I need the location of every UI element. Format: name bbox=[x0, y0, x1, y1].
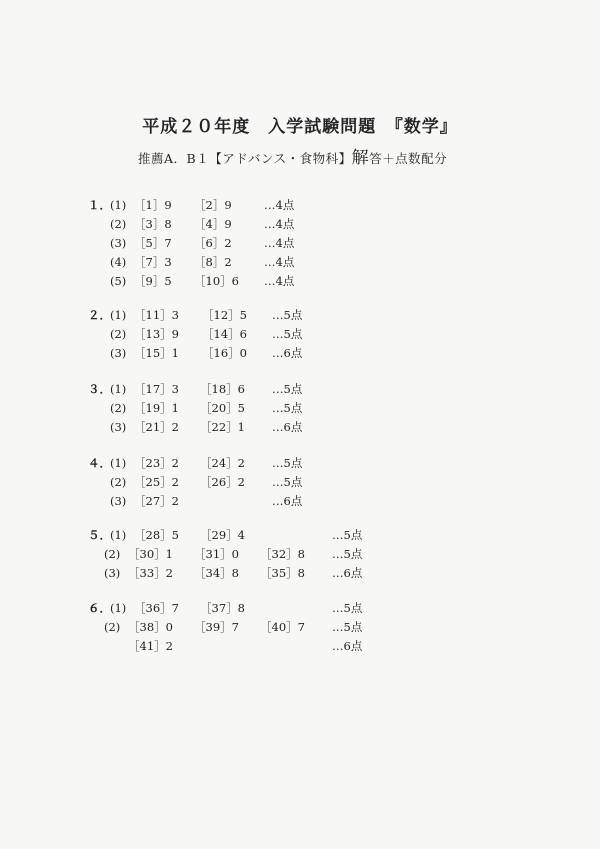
q5-answer-b: ［34］8 bbox=[194, 566, 239, 580]
q5-sub: (1) bbox=[110, 528, 127, 542]
q1-points: …4点 bbox=[264, 274, 295, 288]
q1-points: …4点 bbox=[264, 198, 295, 212]
q1-sub: (5) bbox=[110, 274, 127, 288]
q6-points: …5点 bbox=[332, 620, 363, 634]
q4-sub: (3) bbox=[110, 494, 127, 508]
q3-answer-b: ［22］1 bbox=[200, 420, 245, 434]
q6-points: …5点 bbox=[332, 601, 363, 615]
q1-answer-b: ［10］6 bbox=[194, 274, 239, 288]
q6-sub: (2) bbox=[104, 620, 121, 634]
q5-points: …5点 bbox=[332, 547, 363, 561]
q6-sub: (1) bbox=[110, 601, 127, 615]
q1-answer-a: ［3］8 bbox=[134, 217, 172, 231]
q1-answer-b: ［2］9 bbox=[194, 198, 232, 212]
q6-answer-a: ［36］7 bbox=[134, 601, 179, 615]
q4-row-1 bbox=[88, 454, 388, 472]
q4-points: …5点 bbox=[272, 456, 303, 470]
q1-sub: (3) bbox=[110, 236, 127, 250]
q1-sub: (4) bbox=[110, 255, 127, 269]
q2-sub: (1) bbox=[110, 308, 127, 322]
q3-points: …5点 bbox=[272, 382, 303, 396]
q5-sub: (3) bbox=[104, 566, 121, 580]
q5-row-2 bbox=[88, 545, 388, 563]
q6-answer-a: ［41］2 bbox=[128, 639, 173, 653]
q5-answer-a: ［30］1 bbox=[128, 547, 173, 561]
q6-row-3 bbox=[88, 637, 388, 655]
q5-row-3 bbox=[88, 564, 388, 582]
q2-answer-b: ［16］0 bbox=[202, 346, 247, 360]
q5-answer-b: ［31］0 bbox=[194, 547, 239, 561]
q2-answer-b: ［12］5 bbox=[202, 308, 247, 322]
q4-row-3 bbox=[88, 492, 388, 510]
q3-answer-a: ［17］3 bbox=[134, 382, 179, 396]
q1-sub: (1) bbox=[110, 198, 127, 212]
q1-answer-b: ［6］2 bbox=[194, 236, 232, 250]
q5-points: …6点 bbox=[332, 566, 363, 580]
q1-points: …4点 bbox=[264, 236, 295, 250]
q5-points: …5点 bbox=[332, 528, 363, 542]
q3-row-2 bbox=[88, 399, 388, 417]
q1-points: …4点 bbox=[264, 255, 295, 269]
q3-answer-b: ［20］5 bbox=[200, 401, 245, 415]
q1-answer-a: ［5］7 bbox=[134, 236, 172, 250]
q4-points: …5点 bbox=[272, 475, 303, 489]
q6-answer-b: ［39］7 bbox=[194, 620, 239, 634]
q1-row-4 bbox=[88, 253, 388, 271]
page-subtitle bbox=[138, 143, 558, 168]
q1-row-5 bbox=[88, 272, 388, 290]
q2-answer-a: ［13］9 bbox=[134, 327, 179, 341]
q5-answer-b: ［29］4 bbox=[200, 528, 245, 542]
q3-answer-a: ［19］1 bbox=[134, 401, 179, 415]
q2-answer-a: ［15］1 bbox=[134, 346, 179, 360]
q4-answer-a: ［23］2 bbox=[134, 456, 179, 470]
q2-sub: (3) bbox=[110, 346, 127, 360]
q1-points: …4点 bbox=[264, 217, 295, 231]
q1-answer-b: ［8］2 bbox=[194, 255, 232, 269]
q5-answer-a: ［28］5 bbox=[134, 528, 179, 542]
q2-label: ２． bbox=[88, 308, 111, 322]
q1-row-2 bbox=[88, 215, 388, 233]
q3-row-3 bbox=[88, 418, 388, 436]
q1-row-3 bbox=[88, 234, 388, 252]
q5-answer-a: ［33］2 bbox=[128, 566, 173, 580]
q2-row-3 bbox=[88, 344, 388, 362]
q1-label: １． bbox=[88, 198, 111, 212]
q4-row-2 bbox=[88, 473, 388, 491]
q2-points: …6点 bbox=[272, 346, 303, 360]
q4-answer-b: ［24］2 bbox=[200, 456, 245, 470]
q6-row-1 bbox=[88, 599, 388, 617]
q4-label: ４． bbox=[88, 456, 111, 470]
q3-answer-a: ［21］2 bbox=[134, 420, 179, 434]
q2-row-2 bbox=[88, 325, 388, 343]
q6-answer-c: ［40］7 bbox=[260, 620, 305, 634]
q1-sub: (2) bbox=[110, 217, 127, 231]
q6-answer-a: ［38］0 bbox=[128, 620, 173, 634]
q6-answer-b: ［37］8 bbox=[200, 601, 245, 615]
q1-row-1 bbox=[88, 196, 388, 214]
q6-label: ６． bbox=[88, 601, 111, 615]
q4-sub: (2) bbox=[110, 475, 127, 489]
q3-sub: (2) bbox=[110, 401, 127, 415]
q3-answer-b: ［18］6 bbox=[200, 382, 245, 396]
q2-answer-b: ［14］6 bbox=[202, 327, 247, 341]
q2-row-1 bbox=[88, 306, 388, 324]
q4-answer-a: ［27］2 bbox=[134, 494, 179, 508]
page-title: 平成２０年度 入学試験問題 『数学』 bbox=[142, 117, 458, 137]
subtitle-suffix: 答＋点数配分 bbox=[369, 151, 448, 166]
q4-answer-b: ［26］2 bbox=[200, 475, 245, 489]
q2-answer-a: ［11］3 bbox=[134, 308, 179, 322]
q2-sub: (2) bbox=[110, 327, 127, 341]
q1-answer-a: ［1］9 bbox=[134, 198, 172, 212]
q1-answer-a: ［9］5 bbox=[134, 274, 172, 288]
q4-answer-a: ［25］2 bbox=[134, 475, 179, 489]
q4-sub: (1) bbox=[110, 456, 127, 470]
q2-points: …5点 bbox=[272, 308, 303, 322]
q3-row-1 bbox=[88, 380, 388, 398]
q4-points: …6点 bbox=[272, 494, 303, 508]
q6-points: …6点 bbox=[332, 639, 363, 653]
q3-points: …5点 bbox=[272, 401, 303, 415]
q5-answer-c: ［35］8 bbox=[260, 566, 305, 580]
q5-label: ５． bbox=[88, 528, 111, 542]
q1-answer-a: ［7］3 bbox=[134, 255, 172, 269]
q3-sub: (3) bbox=[110, 420, 127, 434]
q3-points: …6点 bbox=[272, 420, 303, 434]
subtitle-prefix: 推薦A．B１【アドバンス・食物科】 bbox=[138, 151, 352, 166]
q5-row-1 bbox=[88, 526, 388, 544]
q3-label: ３． bbox=[88, 382, 111, 396]
q2-points: …5点 bbox=[272, 327, 303, 341]
q1-answer-b: ［4］9 bbox=[194, 217, 232, 231]
q5-sub: (2) bbox=[104, 547, 121, 561]
q3-sub: (1) bbox=[110, 382, 127, 396]
q6-row-2 bbox=[88, 618, 388, 636]
q5-answer-c: ［32］8 bbox=[260, 547, 305, 561]
subtitle-kai-char: 解 bbox=[351, 148, 370, 168]
